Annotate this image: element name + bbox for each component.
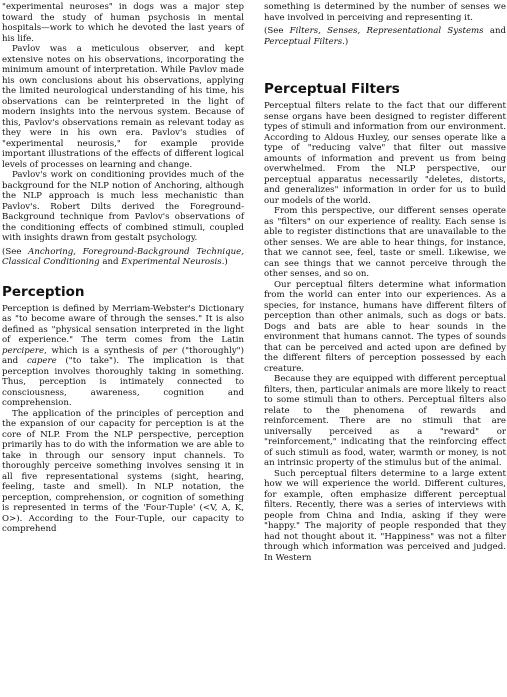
heading-perception: Perception [2,283,85,300]
paragraph-filters-senses: From this perspective, our different senses operate as "filters" on our experience of reality. Each sense is able to register distinctions that are unavailable to the other senses. We are able to hear things, for instance, that we cannot see, feel, taste or smell. Likewise, we can see things that we cannot perceive through the other senses, and so on. [264,206,506,279]
paragraph-filters-rewards: Because they are equipped with different perceptual filters, then, particular animals are more likely to react to some stimuli than to others. Perceptual filters also relate to the phenomena of rewards and reinforcement. There are no stimuli that are universally perceived as a "reward" or "reinforcement," indicating that the reinforcing effect of such stimuli as food, water, warmth or money, is not an intrinsic property of the stimulus but of the animal. [264,374,506,468]
cross-reference-link[interactable]: Experimental Neurosis [121,257,222,267]
paragraph-pavlov-observer: Pavlov was a meticulous observer, and kept extensive notes on his observations, incorporating the minimum amount of interpretation. While Pavlov made his own conclusions about his observations, applying the limited neurological understanding of his time, his observations can be reinterpreted in the light of modern insights into the nervous system. Because of this, Pavlov's observations remain as relevant today as they were in his own era. Pavlov's studies of "experimental neurosis," for example provide important illustrations of the effects of different logical levels of processes on learning and change. [2,44,244,170]
cross-reference-link[interactable]: Anchoring, Foreground-Background Technique, Classical Conditioning [2,246,244,267]
paragraph-perception-definition: Perception is defined by Merriam-Webster's Dictionary as "to become aware of through the senses." It is also defined as "physical sensation interpreted in the light of experience." The term comes from the Latin percipere, which is a synthesis of per ("thoroughly") and capere ("to take"). The implication is that perception involves thoroughly taking in something. Thus, perception is intimately connected to consciousness, awareness, cognition and comprehension. [2,303,244,408]
paragraph-filters-cultures: Such perceptual filters determine to a large extent how we will experience the world. Different cultures, for example, often emphasize different perceptual filters. Recently, there was a series of interviews with people from China and India, asking if they were "happy." The majority of people responded that they had not thought about it. "Happiness" was not a filter through which information was perceived and judged. In Western [264,468,506,563]
paragraph-experimental-neuroses: "experimental neuroses" in dogs was a major step toward the study of human psychosis in mental hospitals—work to which he devoted the last years of his life. [2,2,244,44]
paragraph-filters-species: Our perceptual filters determine what information from the world can enter into our experiences. As a species, for instance, humans have different filters of perception than other animals, such as dogs or bats. Dogs and bats are able to hear sounds in the environment that humans cannot. The types of sounds that can be perceived and acted upon are defined by the different filters of perception possessed by each creature. [264,279,506,374]
left-column [2,2,244,535]
see-also-perception: (See Filters, Senses, Representational Systems and Perceptual Filters.) [264,26,506,47]
paragraph-four-tuple-continued: something is determined by the number of senses we have involved in perceiving and representing it. [264,2,506,23]
paragraph-pavlov-conditioning: Pavlov's work on conditioning provides much of the background for the NLP notion of Anchoring, although the NLP approach is much less mechanistic than Pavlov's. Robert Dilts derived the Foreground-Background technique from Pavlov's observations of the conditioning effects of combined stimuli, coupled with insights drawn from gestalt psychology. [2,170,244,243]
cross-reference-link[interactable]: Perceptual Filters [264,36,343,47]
right-column [264,2,506,563]
heading-perceptual-filters: Perceptual Filters [264,81,400,97]
paragraph-perception-nlp: The application of the principles of perception and the expansion of our capacity for perception is at the core of NLP. From the NLP perspective, perception primarily has to do with the information we are able to take in through our sensory input channels. To thoroughly perceive something involves sensing it in all five representational systems (sight, hearing, feeling, taste and smell). In NLP notation, the perception, comprehension, or cognition of something is represented in terms of the 'Four-Tuple' (<V, A, K, O>). According to the Four-Tuple, our capacity to comprehend [2,408,244,534]
paragraph-filters-intro: Perceptual filters relate to the fact that our different sense organs have been designed to register different types of stimuli and information from our environment. According to Aldous Huxley, our senses operate like a type of "reducing valve" that filter out massive amounts of information and prevent us from being overwhelmed. From the NLP perspective, our perceptual apparatus necessarily "deletes, distorts, and generalizes" information in order for us to build our models of the world. [264,101,506,206]
see-also-pavlov: (See Anchoring, Foreground-Background Technique, Classical Conditioning and Experimental Neurosis.) [2,246,244,267]
cross-reference-link[interactable]: Filters, Senses, Representational Systems [289,26,484,36]
